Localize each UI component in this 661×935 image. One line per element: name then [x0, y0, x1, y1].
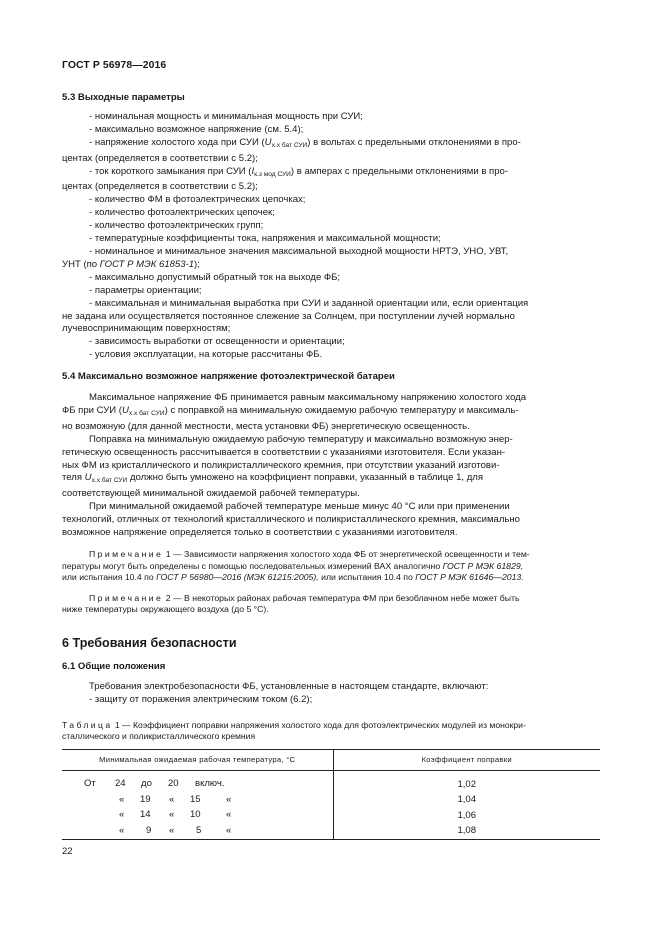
list-item-cont: центах (определяется в соответствии с 5.2);	[62, 152, 258, 164]
table-row: « 9 « 5 « 1,08	[62, 824, 600, 840]
list-item: - параметры ориентации;	[89, 284, 202, 296]
correction-table	[62, 749, 600, 840]
table-row: От 24 до 20 включ. 1,02	[62, 777, 600, 793]
section-5-4-body	[62, 392, 600, 540]
standard-number: ГОСТ Р 56978—2016	[62, 60, 167, 71]
paragraph-line: ФБ при СУИ $(U_{х.х бат СУИ})$ с поправкой на минимальную ожидаемую рабочую температуру и максималь-	[62, 404, 519, 417]
paragraph-line: Поправка на минимальную ожидаемую рабочую температуру и максимально возможную энер-	[89, 433, 513, 445]
list-item: - ток короткого замыкания при СУИ $(I_{к.з мод СУИ})$ в амперах с предельными отклонениями в про-	[89, 165, 509, 178]
list-item: - номинальная мощность и минимальная мощность при СУИ;	[89, 110, 363, 122]
table-row: « 19 « 15 « 1,04	[62, 793, 600, 809]
paragraph-line: Максимальное напряжение ФБ принимается равным максимальному напряжению холостого хода	[89, 392, 527, 404]
table-caption: Таблица 1 — Коэффициент поправки напряжения холостого хода для фотоэлектрических модулей из монокри- сталлического и поликристаллического кремния	[62, 719, 526, 741]
note-2: Примечание 2 — В некоторых районах рабочая температура ФМ при безоблачном небе может быть ниже температуры окружающего воздуха (до 5 °С).	[62, 592, 520, 615]
section-5-3-list	[62, 111, 600, 362]
paragraph-line: Требования электробезопасности ФБ, установленные в настоящем стандарте, включают:	[89, 680, 489, 692]
list-item: - температурные коэффициенты тока, напряжения и максимальной мощности;	[89, 233, 441, 245]
note-label: Примечание	[89, 549, 164, 559]
note-label: Примечание	[89, 592, 164, 603]
list-item: - количество фотоэлектрических цепочек;	[89, 207, 275, 219]
section-5-3-heading: 5.3 Выходные параметры	[62, 92, 185, 103]
paragraph-line: При минимальной ожидаемой рабочей температуре меньше минус 40 °С или при применении	[89, 501, 510, 513]
table-row: « 14 « 10 « 1,06	[62, 808, 600, 824]
page-content	[62, 88, 600, 840]
list-item: - защиту от поражения электрическим током (6.2);	[89, 693, 313, 705]
list-item: - максимально допустимый обратный ток на выходе ФБ;	[89, 271, 341, 283]
page-number: 22	[62, 846, 73, 857]
list-item: - максимально возможное напряжение (см. 5.4);	[89, 123, 304, 135]
list-item: - зависимость выработки от освещенности и ориентации;	[89, 336, 345, 348]
paragraph-line: возможное напряжение определяется только в соответствии с указаниями изготовителя.	[62, 527, 458, 539]
paragraph-line: теля $U_{х.х бат СУИ}$ должно быть умножено на коэффициент поправки, указанный в таблице 1, для	[62, 472, 484, 485]
section-6-1-heading: 6.1 Общие положения	[62, 660, 166, 672]
paragraph-line: ных ФМ из кристаллического и поликристаллического кремния, при отсутствии указаний изготови-	[62, 459, 500, 471]
list-item: - условия эксплуатации, на которые рассчитаны ФБ.	[89, 349, 323, 361]
section-5-4-heading: 5.4 Максимально возможное напряжение фотоэлектрической батареи	[62, 371, 395, 383]
paragraph-line: гетическую освещенность рассчитывается в соответствии с указаниями изготовителя. Если указан-	[62, 446, 506, 458]
list-item-cont: УНТ (по ГОСТ Р МЭК 61853-1);	[62, 258, 200, 270]
list-item: - количество ФМ в фотоэлектрических цепочках;	[89, 194, 306, 206]
list-item: - напряжение холостого хода при СУИ $(U_{х.х бат СУИ})$ в вольтах с предельными отклонениями в про-	[89, 136, 521, 149]
list-item: - количество фотоэлектрических групп;	[89, 220, 264, 232]
list-item: - номинальное и минимальное значения максимальной выходной мощности НРТЭ, УНО, УВТ,	[89, 245, 509, 257]
paragraph-line: но возможную (для данной местности, места установки ФБ) энергетическую освещенность.	[62, 420, 470, 432]
table-header-coefficient: Коэффициент поправки	[333, 750, 600, 771]
note-1: Примечание 1 — Зависимости напряжения холостого хода ФБ от энергетической освещенности и тем- пературы могут быть определены с помощью последовательных измерений ВАХ аналогично ГОСТ Р МЭК 61829, или испытания 10.4 по ГОСТ Р 56980—2016 (МЭК 61215:2005), или испытания 10.4 по ГОСТ Р МЭК 61646—2013.	[62, 549, 530, 583]
paragraph-line: соответствующей минимальной ожидаемой рабочей температуры.	[62, 488, 360, 500]
list-item-cont: центах (определяется в соответствии с 5.2);	[62, 181, 258, 193]
section-6-heading: 6 Требования безопасности	[62, 635, 237, 650]
list-item-cont: лучевоспринимающим поверхностям;	[62, 323, 231, 335]
paragraph-line: технологий, отличных от технологий кристаллического и поликристаллического кремния, максимально	[62, 514, 520, 526]
table-header-temperature: Минимальная ожидаемая рабочая температура, °С	[62, 750, 333, 771]
list-item-cont: не задана или осуществляется постоянное слежение за Солнцем, при поступлении лучей нормально	[62, 310, 515, 322]
list-item: - максимальная и минимальная выработка при СУИ и заданной ориентации или, если ориентация	[89, 297, 529, 309]
